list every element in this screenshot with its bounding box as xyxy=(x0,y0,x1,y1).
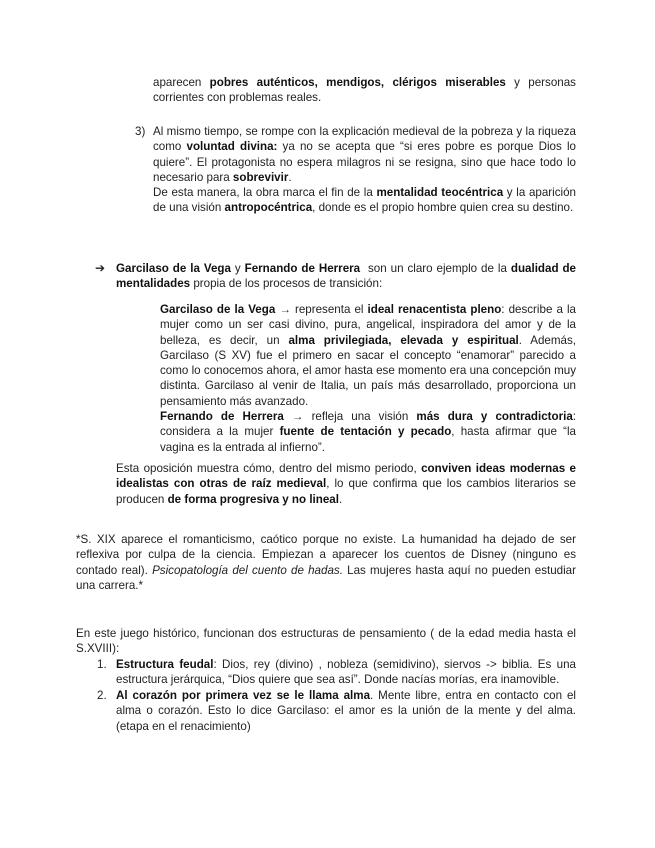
bold-text: mentalidad teocéntrica xyxy=(376,186,504,200)
bold-text: dualidad de mentalidades xyxy=(116,262,576,291)
bold-text: Fernando de Herrera xyxy=(244,262,361,275)
bold-text: voluntad divina: xyxy=(186,140,278,154)
list-item-3-text xyxy=(153,124,576,216)
list-number-2: 2. xyxy=(97,689,107,702)
garcilaso-paragraph xyxy=(160,302,576,409)
text: son un claro ejemplo de la xyxy=(360,262,511,275)
paragraph-continuation xyxy=(153,75,576,106)
bold-text: Estructura feudal xyxy=(116,658,214,671)
bold-text: pobres auténticos, mendigos, clérigos miserables xyxy=(209,76,506,89)
text: . Además, Garcilaso (S XV) fue el primero en sacar el concepto “enamorar” parecido a como lo conocemos ahora, el amor hasta ese momento era una concepción muy distinta. Garcilaso al venir de Italia, un país más desarrollado, proporciona un pensamiento más avanzado. xyxy=(160,333,576,408)
text: *S. XIX aparece el romanticismo, caótico porque no existe. La humanidad ha dejado de ser reflexiva por culpa de la ciencia. Empiezan a aparecer los cuentos de Disney (ninguno es contado real). xyxy=(76,533,576,577)
text: propia de los procesos de transición: xyxy=(190,277,383,291)
bold-text: alma privilegiada, elevada y espiritual xyxy=(288,333,519,347)
juego-intro: En este juego histórico, funcionan dos estructuras de pensamiento ( de la edad media hasta el S.XVIII): xyxy=(76,627,576,656)
text: . xyxy=(338,492,343,506)
list-number-1: 1. xyxy=(97,658,107,671)
text: y personas corrientes con problemas reales. xyxy=(153,76,576,105)
herrera-paragraph xyxy=(160,409,576,455)
text: . xyxy=(288,170,292,184)
text: y xyxy=(230,262,245,275)
bold-text: ideal renacentista pleno xyxy=(367,303,502,316)
text: De esta manera, la obra marca el fin de la xyxy=(153,186,377,200)
bold-text: conviven ideas modernas e idealistas con otras de raíz medieval xyxy=(116,462,576,491)
text: Esta oposición muestra cómo, dentro del mismo periodo, xyxy=(116,462,422,475)
text: : describe a la mujer como un ser casi divino, pura, angelical, inspiradora del amor y de la belleza, es decir, un xyxy=(160,303,576,347)
bold-text: sobrevivir xyxy=(232,170,289,184)
arrow-item-text xyxy=(116,261,576,292)
text: → representa el xyxy=(275,303,368,316)
bold-text: antropocéntrica xyxy=(224,201,313,215)
text: ya no se acepta que “si eres pobre es porque Dios lo quiere”. El protagonista no espera milagros ni se resigna, sino que hace todo lo necesario para xyxy=(153,140,576,184)
text: : Dios, rey (divino) , nobleza (semidivino), siervos -> biblia. Es una estructura jerárquica, “Dios quiere que sea así”. Donde nacías morías, era inamovible. xyxy=(116,658,576,687)
text: Las mujeres hasta aquí no pueden estudiar una carrera.* xyxy=(76,563,576,592)
text: , lo que confirma que los cambios literarios se producen xyxy=(116,477,576,506)
arrow-bullet-icon: ➔ xyxy=(95,261,106,275)
bold-text: Al corazón por primera vez se le llama alma xyxy=(116,689,371,702)
text: , hasta afirmar que “la vagina es la entrada al infierno”. xyxy=(160,425,576,454)
note-paragraph xyxy=(76,532,576,593)
italic-text: Psicopatología del cuento de hadas. xyxy=(152,563,343,577)
text: . Mente libre, entra en contacto con el alma o corazón. Esto lo dice Garcilaso: el amor es la unión de la mente y del alma. (etapa en el renacimiento) xyxy=(116,689,576,733)
bold-text: más dura y contradictoria xyxy=(416,410,573,423)
text: → refleja una visión xyxy=(283,410,417,423)
oposicion-paragraph xyxy=(116,461,576,507)
bold-text: de forma progresiva y no lineal xyxy=(167,492,339,506)
list-item-2-text xyxy=(116,688,576,734)
text: , donde es el propio hombre quien crea su destino. xyxy=(312,201,574,215)
text: y la aparición de una visión xyxy=(153,186,576,215)
bold-text: Fernando de Herrera xyxy=(160,410,284,423)
bold-text: fuente de tentación y pecado xyxy=(279,425,452,439)
text: aparecen xyxy=(153,76,210,89)
list-item-1-text xyxy=(116,657,576,688)
list-number-3: 3) xyxy=(135,125,146,138)
bold-text: Garcilaso de la Vega xyxy=(160,303,276,316)
text: : considera a la mujer xyxy=(160,410,577,439)
bold-text: Garcilaso de la Vega xyxy=(116,262,231,275)
text: Al mismo tiempo, se rompe con la explicación medieval de la pobreza y la riqueza como xyxy=(153,125,576,154)
